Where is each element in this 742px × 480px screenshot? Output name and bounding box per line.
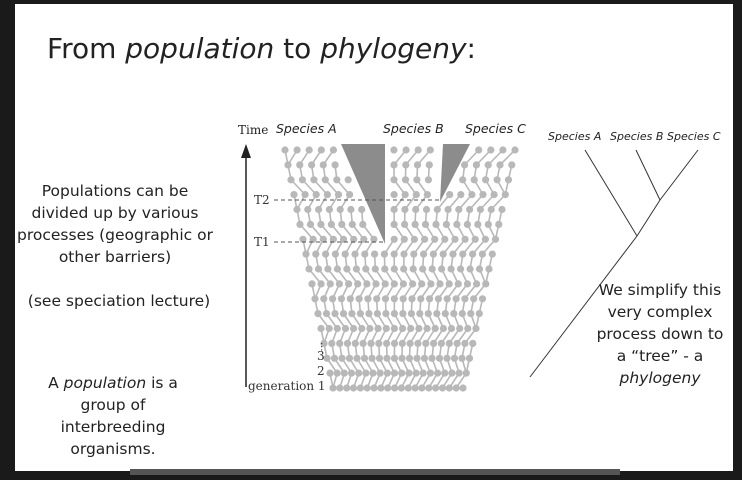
individual-dot bbox=[432, 384, 439, 391]
individual-dot bbox=[415, 325, 422, 332]
speciation-lecture-text: (see speciation lecture) bbox=[27, 292, 211, 310]
lineage-link bbox=[423, 254, 424, 269]
generation-3-label: 3 bbox=[317, 349, 325, 363]
slide bbox=[15, 4, 733, 471]
individual-dot bbox=[418, 384, 425, 391]
lineage-link bbox=[445, 314, 451, 329]
individual-dot bbox=[391, 191, 398, 198]
slide-title: From population to phylogeny: bbox=[47, 32, 476, 65]
simplify-text: We simplify this very complex process down to a “tree” - a phylogeny bbox=[596, 281, 724, 387]
lineage-link bbox=[426, 210, 427, 225]
lineage-link bbox=[379, 343, 380, 358]
lineage-link bbox=[417, 165, 418, 180]
lineage-link bbox=[316, 239, 323, 254]
tree-leaf-species-b: Species B bbox=[610, 130, 664, 143]
individual-dot bbox=[459, 384, 466, 391]
individual-dot bbox=[399, 325, 406, 332]
individual-dot bbox=[398, 384, 405, 391]
individual-dot bbox=[412, 384, 419, 391]
lineage-link bbox=[324, 284, 330, 299]
lineage-link bbox=[413, 254, 414, 269]
tree-inner-branch bbox=[637, 200, 660, 236]
lineage-link bbox=[410, 343, 411, 358]
lineage-link bbox=[306, 239, 313, 254]
barrier-wedge-bc bbox=[440, 144, 470, 202]
lineage-link bbox=[368, 299, 369, 314]
lineage-link bbox=[480, 269, 486, 284]
lineage-link bbox=[329, 195, 338, 210]
time-label: Time bbox=[238, 123, 269, 137]
lineage-link bbox=[323, 150, 333, 165]
lineage-link bbox=[420, 299, 421, 314]
tree-leaf-species-c: Species C bbox=[667, 130, 721, 143]
lineage-link bbox=[288, 150, 297, 165]
lineage-link bbox=[474, 180, 483, 195]
lineage-link bbox=[467, 224, 475, 239]
lineage-link bbox=[326, 239, 334, 254]
population-diagram bbox=[15, 4, 733, 471]
lineage-link bbox=[428, 165, 429, 180]
lineage-link bbox=[497, 180, 505, 195]
scrollbar[interactable] bbox=[130, 469, 620, 475]
ellipsis-label: ... bbox=[318, 342, 329, 352]
lineage-link bbox=[312, 150, 322, 165]
lineage-link bbox=[488, 224, 495, 239]
tree-branch-b bbox=[636, 150, 660, 200]
lineage-link bbox=[446, 224, 455, 239]
lineage-link bbox=[457, 224, 465, 239]
lineage-link bbox=[371, 343, 372, 358]
lineage-link bbox=[454, 314, 460, 329]
lineage-link bbox=[478, 224, 486, 239]
lineage-link bbox=[315, 284, 321, 299]
lineage-link bbox=[341, 284, 348, 299]
generation-2-label: 2 bbox=[317, 364, 325, 378]
individual-dot bbox=[383, 325, 390, 332]
lineage-link bbox=[470, 269, 477, 284]
generation-1-label: generation 1 bbox=[248, 379, 326, 393]
lineage-link bbox=[362, 210, 363, 225]
lineage-link bbox=[319, 195, 328, 210]
lineage-link bbox=[365, 254, 366, 269]
individual-dot bbox=[350, 384, 357, 391]
individual-dot bbox=[384, 384, 391, 391]
lineage-link bbox=[463, 180, 472, 195]
lineage-link bbox=[417, 343, 418, 358]
lineage-link bbox=[333, 284, 340, 299]
diagram-species-b: Species B bbox=[383, 121, 444, 136]
t1-label: T1 bbox=[254, 235, 270, 249]
lineage-link bbox=[335, 239, 343, 254]
individual-dot bbox=[390, 146, 397, 153]
individual-dot bbox=[362, 370, 369, 377]
t2-label: T2 bbox=[254, 193, 270, 207]
lineage-link bbox=[377, 299, 378, 314]
diagram-species-c: Species C bbox=[465, 121, 526, 136]
diagram-species-a: Species A bbox=[276, 121, 337, 136]
lineage-link bbox=[300, 150, 309, 165]
lineage-link bbox=[415, 210, 416, 225]
tree-root-branch bbox=[530, 236, 637, 377]
lineage-link bbox=[340, 329, 346, 344]
lineage-link bbox=[486, 180, 495, 195]
lineage-link bbox=[411, 299, 412, 314]
lineage-link bbox=[451, 269, 458, 284]
population-definition-text: A population is a group of interbreeding organisms. bbox=[48, 374, 178, 458]
tree-branch-a bbox=[585, 150, 637, 236]
time-arrow-icon bbox=[241, 144, 251, 158]
lineage-link bbox=[297, 195, 305, 210]
tree-branch-c bbox=[660, 150, 698, 200]
lineage-link bbox=[461, 269, 468, 284]
populations-text: Populations can be divided up by various processes (geographic or other barriers) bbox=[17, 182, 213, 266]
lineage-link bbox=[308, 195, 316, 210]
individual-dot bbox=[364, 384, 371, 391]
individual-dot bbox=[345, 176, 352, 183]
tree-leaf-species-a: Species A bbox=[548, 130, 602, 143]
lineage-link bbox=[375, 254, 376, 269]
